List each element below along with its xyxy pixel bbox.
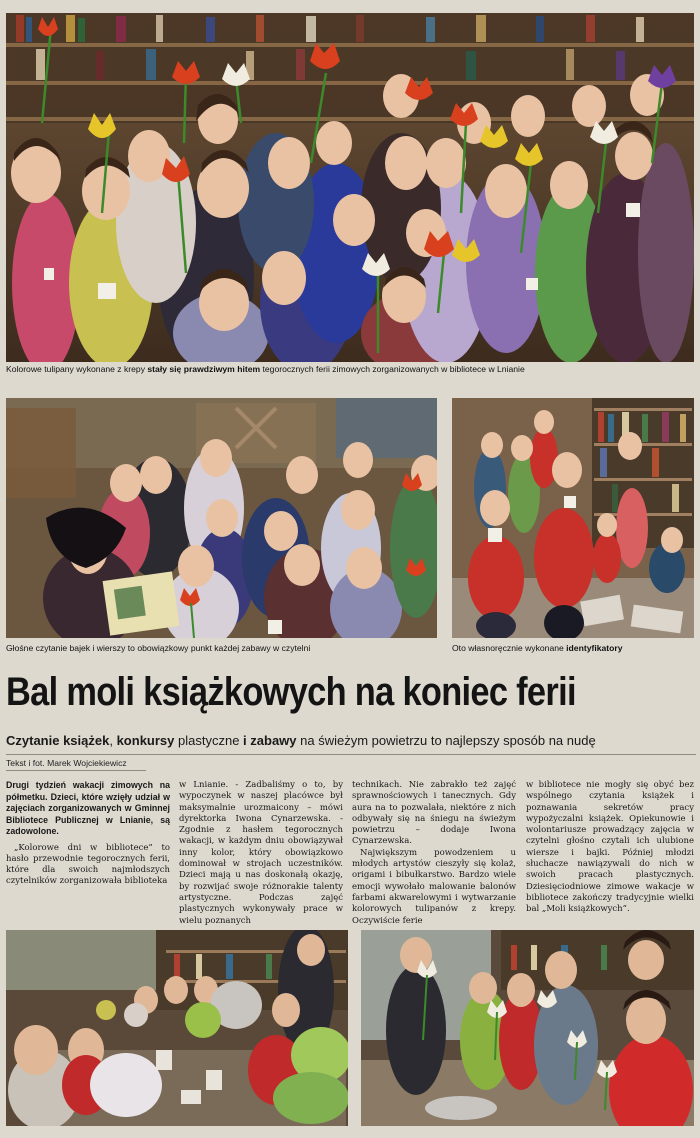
article-lead: Drugi tydzień wakacji zimowych na półmetku. Dzieci, które wzięły udział w zajęciach zorganizowanych w Gminnej Bibliotece Publicznej w Lnianie, są zadowolone. xyxy=(6,780,170,836)
article-paragraph: „Kolorowe dni w bibliotece” to hasło przewodnie tegorocznych ferii, które dla swoich najmłodszych czytelników zorganizowała biblioteka xyxy=(6,842,170,887)
photo-balloon-image xyxy=(6,930,348,1126)
photo-reading-caption: Głośne czytanie bajek i wierszy to obowiązkowy punkt każdej zabawy w czytelni xyxy=(6,643,311,653)
subhead-divider xyxy=(6,754,696,755)
photo-badges-image xyxy=(452,398,694,638)
article-byline: Tekst i fot. Marek Wojciekiewicz xyxy=(6,758,127,768)
article-paragraph: Największym powodzeniem u młodych artystów cieszyły się kolaż, origami i bibułkarstwo. Bardzo wiele emocji wywołało malowanie balonów farbami akwarelowymi i wytwarzanie kolorowych tulipanów z krepy. Oczywiście ferie xyxy=(352,847,516,926)
article-column-3 xyxy=(352,780,516,927)
article-paragraph: w Lnianie. - Zadbaliśmy o to, by wypoczynek w naszej placówce był maksymalnie urozmaicony – mówi dyrektorka Iwona Cynarzewska. - Zgodnie z hasłem tegorocznych wakacji, w każdym dniu obowiązywał inny kolor, który obowiązkowo dominował w strojach uczestników. Dzieci mają u nas doskonałą okazję, by rozwijać swoje różnorakie talenty artystyczne. Podczas zajęć plastycznych wykonywały prace w wielu poznanych xyxy=(179,780,343,926)
photo-crepe-image xyxy=(361,930,694,1126)
photo-tulips-image xyxy=(6,13,694,362)
article-column-1 xyxy=(6,780,170,888)
photo-reading-image xyxy=(6,398,437,638)
photo-badges-caption: Oto własnoręcznie wykonane identyfikatory xyxy=(452,643,623,653)
article-paragraph: technikach. Nie zabrakło też zajęć sprawnościowych i tanecznych. Gdy aura na to pozwalała, niektóre z nich odbywały się na śniegu na świeżym powietrzu – dodaje Iwona Cynarzewska. xyxy=(352,780,516,847)
article-headline: Bal moli książkowych na koniec ferii xyxy=(6,670,576,714)
article-column-2 xyxy=(179,780,343,927)
article-subhead: Czytanie książek, konkursy plastyczne i zabawy na świeżym powietrzu to najlepszy sposób na nudę xyxy=(6,733,596,748)
photo-tulips-group xyxy=(6,13,694,362)
article-paragraph: w bibliotece nie mogły się obyć bez wspólnego czytania książek i poznawania sekretów pracy wypożyczalni książek. Opiekunowie i wolontariusze prowadzący zajęcia w czytelni głośno czytali ich ulubione wiersze i bajki. Później młodzi słuchacze nawiązywali do nich w swoich pracach plastycznych. Dziesięciodniowe zimowe wakacje w bibliotece zakończy tradycyjnie wielki bal „Moli książkowych”. xyxy=(526,780,694,915)
photo-reading-aloud xyxy=(6,398,437,638)
photo-tulips-caption: Kolorowe tulipany wykonane z krepy stały się prawdziwym hitem tegorocznych ferii zimowych zorganizowanych w bibliotece w Lnianie xyxy=(6,364,525,374)
photo-balloon-painting xyxy=(6,930,348,1126)
photo-crepe-tulips xyxy=(361,930,694,1126)
byline-divider xyxy=(6,770,146,771)
article-column-4 xyxy=(526,780,694,916)
photo-badges xyxy=(452,398,694,638)
